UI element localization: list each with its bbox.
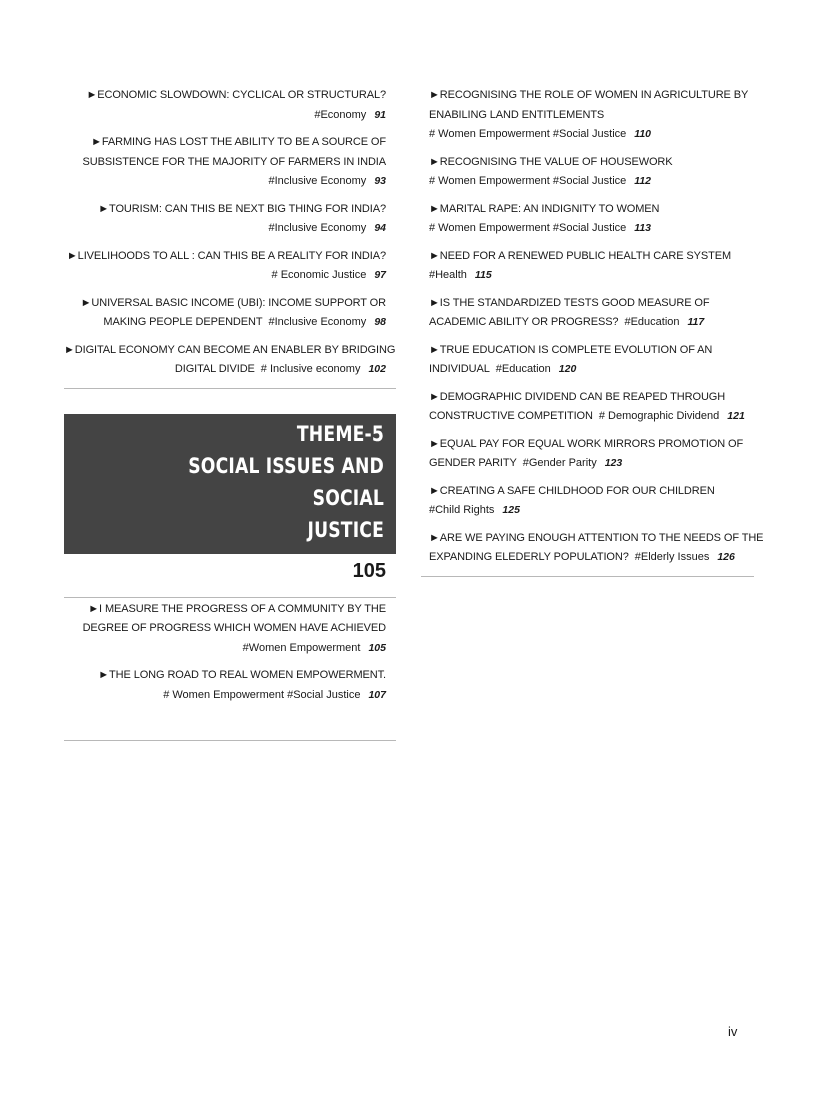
entry-title-line: ►DEMOGRAPHIC DIVIDEND CAN BE REAPED THROUGH bbox=[429, 390, 726, 403]
entry-title-line: MAKING PEOPLE DEPENDENT bbox=[103, 316, 263, 328]
toc-entry[interactable] bbox=[421, 294, 754, 333]
toc-list-right bbox=[421, 86, 764, 568]
entry-meta-line bbox=[429, 266, 754, 286]
toc-entry[interactable] bbox=[421, 529, 764, 568]
entry-page-number: 117 bbox=[687, 316, 705, 328]
entry-meta-line bbox=[64, 639, 386, 659]
entry-title-line: ►ECONOMIC SLOWDOWN: CYCLICAL OR STRUCTURAL? bbox=[86, 89, 386, 101]
entry-title-line: EXPANDING ELEDERLY POPULATION? bbox=[429, 551, 629, 563]
entry-tag: # Inclusive economy bbox=[260, 363, 361, 375]
toc-entry[interactable] bbox=[421, 200, 754, 239]
entry-tag: #Education bbox=[495, 363, 551, 375]
entry-page-number: 94 bbox=[374, 222, 386, 234]
entry-meta-line bbox=[429, 219, 754, 239]
entry-title-line: ►RECOGNISING THE ROLE OF WOMEN IN AGRICULTURE BY bbox=[429, 89, 749, 101]
entry-page-number: 115 bbox=[474, 269, 492, 281]
entry-title-line: ►MARITAL RAPE: AN INDIGNITY TO WOMEN bbox=[429, 202, 660, 215]
entry-tag: #Child Rights bbox=[429, 504, 495, 516]
entry-tag: # Women Empowerment #Social Justice bbox=[429, 128, 627, 140]
toc-entry[interactable] bbox=[64, 200, 396, 239]
entry-meta-line bbox=[429, 313, 754, 333]
entry-tag: #Inclusive Economy bbox=[268, 175, 367, 187]
entry-page-number: 113 bbox=[634, 222, 652, 234]
divider bbox=[421, 576, 754, 577]
entry-title-line: ►ARE WE PAYING ENOUGH ATTENTION TO THE NEEDS OF THE bbox=[429, 531, 764, 544]
toc-entry[interactable] bbox=[64, 86, 396, 125]
entry-title-line: ►EQUAL PAY FOR EQUAL WORK MIRRORS PROMOTION OF bbox=[429, 437, 744, 450]
entry-page-number: 102 bbox=[368, 363, 386, 375]
toc-entry[interactable] bbox=[421, 247, 754, 286]
entry-meta-line bbox=[64, 360, 386, 380]
entry-title-line: ►NEED FOR A RENEWED PUBLIC HEALTH CARE SYSTEM bbox=[429, 249, 732, 262]
entry-tag: #Gender Parity bbox=[522, 457, 597, 469]
entry-tag: # Women Empowerment #Social Justice bbox=[163, 688, 361, 701]
entry-title-line: ►TOURISM: CAN THIS BE NEXT BIG THING FOR INDIA? bbox=[98, 202, 386, 215]
entry-tag: # Women Empowerment #Social Justice bbox=[429, 175, 627, 187]
entry-page-number: 98 bbox=[374, 316, 386, 328]
entry-page-number: 93 bbox=[374, 175, 386, 187]
toc-entry[interactable] bbox=[421, 482, 754, 521]
entry-title-line: DEGREE OF PROGRESS WHICH WOMEN HAVE ACHIEVED bbox=[82, 622, 386, 634]
toc-entry[interactable] bbox=[64, 666, 396, 705]
entry-title-line: ►LIVELIHOODS TO ALL : CAN THIS BE A REALITY FOR INDIA? bbox=[66, 249, 386, 262]
divider bbox=[64, 388, 396, 389]
toc-entry[interactable] bbox=[421, 388, 754, 427]
entry-title-line: GENDER PARITY bbox=[429, 457, 517, 469]
entry-page-number: 123 bbox=[604, 457, 623, 469]
theme-label: THEME-5 bbox=[296, 421, 384, 446]
entry-page-number: 97 bbox=[374, 269, 386, 281]
entry-title-line: ►RECOGNISING THE VALUE OF HOUSEWORK bbox=[429, 155, 673, 168]
divider bbox=[64, 740, 396, 741]
toc-entry[interactable] bbox=[421, 435, 754, 474]
entry-title-line: ►I MEASURE THE PROGRESS OF A COMMUNITY BY THE bbox=[88, 602, 386, 615]
page-number: iv bbox=[728, 1024, 738, 1039]
entry-meta-line bbox=[64, 686, 386, 706]
entry-title-line: ►THE LONG ROAD TO REAL WOMEN EMPOWERMENT. bbox=[98, 669, 386, 681]
entry-tag: #Inclusive Economy bbox=[268, 316, 367, 328]
entry-page-number: 105 bbox=[368, 641, 386, 654]
toc-entry[interactable] bbox=[421, 341, 754, 380]
entry-title-line: INDIVIDUAL bbox=[429, 363, 490, 375]
entry-tag: #Education bbox=[624, 316, 680, 328]
entry-meta-line bbox=[64, 266, 386, 286]
entry-meta-line bbox=[64, 219, 386, 239]
toc-entry[interactable] bbox=[421, 86, 754, 145]
entry-title-line: ►TRUE EDUCATION IS COMPLETE EVOLUTION OF AN bbox=[429, 343, 713, 356]
theme-heading-box bbox=[64, 414, 396, 554]
toc-list-social bbox=[64, 598, 396, 740]
entry-meta-line bbox=[64, 106, 386, 126]
entry-title-line: ►CREATING A SAFE CHILDHOOD FOR OUR CHILDREN bbox=[429, 484, 715, 497]
left-column bbox=[64, 86, 396, 741]
toc-entry[interactable] bbox=[64, 247, 396, 286]
toc-list-economy bbox=[64, 86, 396, 380]
entry-meta-line bbox=[429, 360, 754, 380]
toc-entry[interactable] bbox=[64, 600, 396, 659]
toc-entry[interactable] bbox=[64, 341, 396, 380]
entry-meta-line bbox=[64, 172, 386, 192]
entry-page-number: 107 bbox=[368, 688, 386, 701]
entry-meta-line bbox=[429, 454, 754, 474]
toc-entry[interactable] bbox=[421, 153, 754, 192]
entry-page-number: 120 bbox=[558, 363, 577, 375]
toc-entry[interactable] bbox=[64, 294, 396, 333]
entry-tag: #Women Empowerment bbox=[242, 641, 361, 654]
entry-page-number: 110 bbox=[634, 128, 652, 140]
entry-title-line: ENABILING LAND ENTITLEMENTS bbox=[429, 108, 605, 121]
entry-page-number: 126 bbox=[717, 551, 735, 563]
entry-tag: #Elderly Issues bbox=[634, 551, 710, 563]
entry-page-number: 125 bbox=[502, 504, 520, 516]
entry-meta-line bbox=[429, 501, 754, 521]
entry-title-line: ►DIGITAL ECONOMY CAN BECOME AN ENABLER BY BRIDGING bbox=[64, 343, 396, 356]
entry-meta-line bbox=[429, 548, 754, 568]
toc-entry[interactable] bbox=[64, 133, 396, 192]
entry-page-number: 121 bbox=[727, 410, 745, 422]
entry-tag: # Women Empowerment #Social Justice bbox=[429, 222, 627, 234]
entry-title-line: ACADEMIC ABILITY OR PROGRESS? bbox=[429, 316, 619, 328]
entry-tag: # Economic Justice bbox=[271, 269, 367, 281]
theme-page-number: 105 bbox=[352, 559, 386, 582]
entry-title-line: DIGITAL DIVIDE bbox=[174, 363, 255, 375]
entry-tag: #Health bbox=[429, 269, 467, 281]
entry-title-line: ►IS THE STANDARDIZED TESTS GOOD MEASURE OF bbox=[429, 296, 710, 309]
right-column bbox=[421, 86, 764, 577]
entry-tag: #Inclusive Economy bbox=[268, 222, 367, 234]
entry-page-number: 91 bbox=[374, 108, 386, 121]
theme-title-line-2: JUSTICE bbox=[307, 517, 384, 542]
entry-tag: # Demographic Dividend bbox=[598, 410, 720, 422]
entry-page-number: 112 bbox=[634, 175, 652, 187]
entry-meta-line bbox=[429, 172, 754, 192]
entry-meta-line bbox=[429, 407, 754, 427]
entry-title-line: ►UNIVERSAL BASIC INCOME (UBI): INCOME SUPPORT OR bbox=[80, 296, 386, 309]
entry-title-line: SUBSISTENCE FOR THE MAJORITY OF FARMERS IN INDIA bbox=[82, 155, 386, 168]
entry-title-line: ►FARMING HAS LOST THE ABILITY TO BE A SOURCE OF bbox=[91, 136, 386, 148]
entry-meta-line bbox=[64, 313, 386, 333]
theme-title-line-1: SOCIAL ISSUES AND SOCIAL bbox=[188, 453, 384, 510]
entry-meta-line bbox=[429, 125, 754, 145]
entry-tag: #Economy bbox=[314, 108, 367, 121]
entry-title-line: CONSTRUCTIVE COMPETITION bbox=[429, 410, 593, 422]
